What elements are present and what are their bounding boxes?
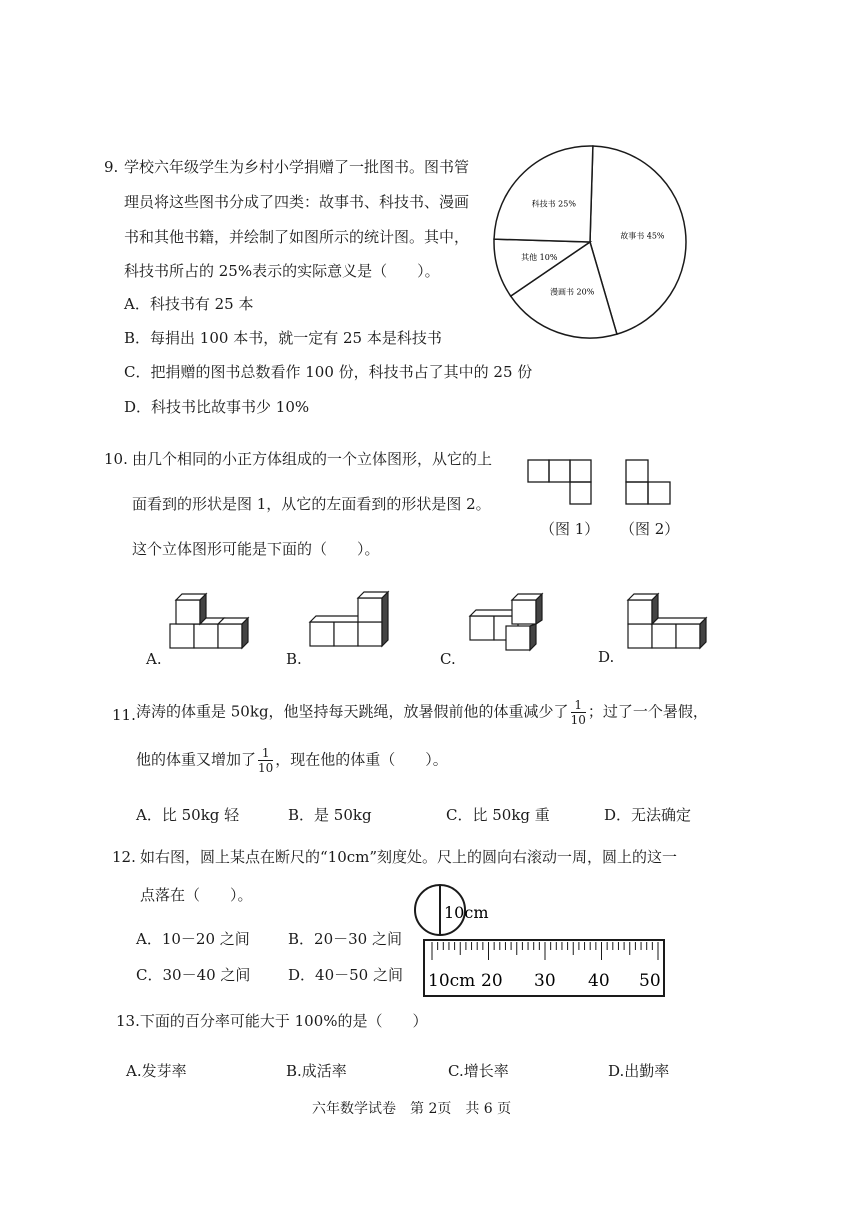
q11-line-2-text-b: ，现在他的体重（ ）。 (275, 750, 448, 769)
q10-option-b: B. (286, 650, 302, 668)
ruler-label-50: 50 (639, 971, 661, 991)
q9-line-1: 学校六年级学生为乡村小学捐赠了一批图书。图书管 (124, 158, 470, 176)
q10-option-c: C. (440, 650, 456, 668)
q11-line-2 (136, 746, 448, 775)
figure-2-caption: （图 2） (620, 520, 680, 538)
q12-line-1: 如右图，圆上某点在断尺的“10cm”刻度处。尺上的圆向右滚动一周，圆上的这一 (140, 848, 678, 866)
q9-option-c: C．把捐赠的图书总数看作 100 份，科技书占了其中的 25 份 (124, 363, 533, 381)
q11-option-c: C．比 50kg 重 (446, 806, 550, 824)
q9-line-4: 科技书所占的 25%表示的实际意义是（ ）。 (124, 262, 440, 280)
q10-line-3: 这个立体图形可能是下面的（ ）。 (132, 540, 380, 558)
q9-option-a: A．科技书有 25 本 (124, 295, 254, 313)
q10-line-2: 面看到的形状是图 1，从它的左面看到的形状是图 2。 (132, 495, 491, 513)
q11-line-1-text-a: 涛涛的体重是 50kg，他坚持每天跳绳，放暑假前他的体重减少了 (136, 702, 569, 721)
q11-line-1 (136, 698, 708, 727)
ruler-label-10cm: 10cm (428, 971, 476, 991)
q12-line-2: 点落在（ ）。 (140, 886, 253, 904)
q10-option-a: A. (146, 650, 162, 668)
q11-option-d: D．无法确定 (604, 806, 692, 824)
q11-option-b: B．是 50kg (288, 806, 372, 824)
q11-fraction-1 (571, 698, 586, 727)
cube-figure-d (624, 590, 714, 656)
q10-number: 10. (104, 450, 128, 468)
q11-line-1-text-b: ；过了一个暑假， (587, 702, 708, 721)
ruler-circle-diagram (408, 876, 670, 1000)
fraction-denominator: 10 (258, 761, 274, 775)
q12-option-b: B．20－30 之间 (288, 930, 402, 948)
q11-number: 11. (112, 706, 136, 724)
fraction-numerator: 1 (258, 746, 273, 761)
q11-fraction-2 (258, 746, 273, 775)
q9-number: 9. (104, 158, 119, 176)
figure-1-top-view (526, 458, 596, 508)
pie-slice-label: 漫画书 20% (550, 287, 595, 297)
pie-slice (494, 146, 593, 242)
figure-2-left-view (624, 458, 674, 508)
q12-option-d: D．40－50 之间 (288, 966, 403, 984)
pie-slice-label: 故事书 45% (620, 231, 665, 241)
q13-line: 13.下面的百分率可能大于 100%的是（ ） (116, 1012, 428, 1030)
q10-line-1: 由几个相同的小正方体组成的一个立体图形，从它的上 (132, 450, 493, 468)
pie-slice-label: 其他 10% (521, 252, 558, 262)
q11-option-a: A．比 50kg 轻 (136, 806, 240, 824)
q13-option-d: D.出勤率 (608, 1062, 670, 1080)
q9-option-b: B．每捐出 100 本书，就一定有 25 本是科技书 (124, 329, 442, 347)
q13-option-c: C.增长率 (448, 1062, 509, 1080)
ruler-label-30: 30 (534, 971, 556, 991)
q11-line-2-text-a: 他的体重又增加了 (136, 750, 257, 769)
q9-line-3: 书和其他书籍，并绘制了如图所示的统计图。其中， (124, 228, 470, 246)
q9-option-d: D．科技书比故事书少 10% (124, 398, 310, 416)
q10-option-d: D. (598, 648, 615, 666)
cube-figure-c (466, 590, 552, 656)
q13-option-b: B.成活率 (286, 1062, 347, 1080)
q12-option-a: A．10－20 之间 (136, 930, 250, 948)
fraction-denominator: 10 (570, 713, 586, 727)
pie-chart (490, 142, 690, 342)
page-footer: 六年数学试卷 第 2页 共 6 页 (312, 1101, 512, 1117)
pie-slice-label: 科技书 25% (531, 199, 576, 209)
q9-line-2: 理员将这些图书分成了四类：故事书、科技书、漫画 (124, 193, 470, 211)
ruler-label-20: 20 (481, 971, 503, 991)
cube-figure-b (306, 590, 392, 656)
q12-option-c: C．30－40 之间 (136, 966, 251, 984)
q13-option-a: A.发芽率 (126, 1062, 187, 1080)
ruler-label-40: 40 (588, 971, 610, 991)
circle-label: 10cm (444, 903, 489, 922)
fraction-numerator: 1 (571, 698, 586, 713)
q12-number: 12. (112, 848, 136, 866)
figure-1-caption: （图 1） (540, 520, 600, 538)
cube-figure-a (166, 590, 252, 656)
